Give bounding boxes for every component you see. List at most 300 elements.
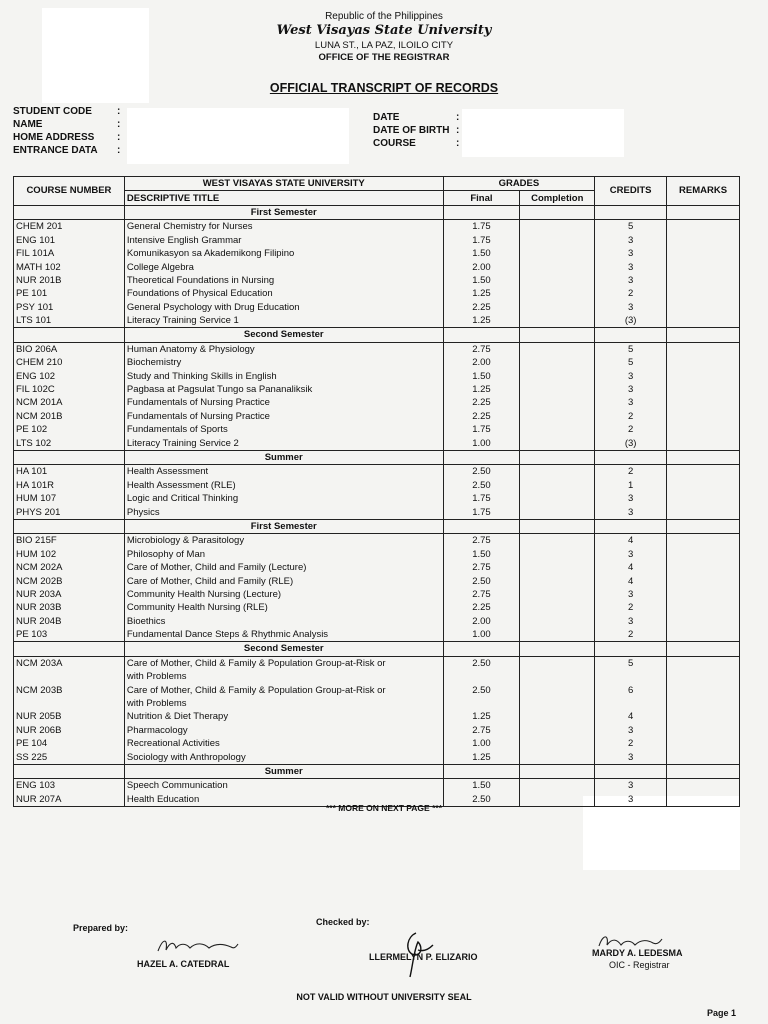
- course-code: MATH 102: [14, 260, 125, 273]
- student-fields-left: [13, 105, 98, 157]
- completion-grade: [520, 465, 595, 479]
- completion-grade: [520, 561, 595, 574]
- office-name: OFFICE OF THE REGISTRAR: [318, 52, 450, 63]
- completion-grade: [520, 779, 595, 793]
- final-grade: 1.25: [443, 287, 520, 300]
- course-code: [14, 697, 125, 710]
- semester-header-row: [14, 205, 740, 219]
- credits: 4: [595, 561, 667, 574]
- course-row: [14, 574, 740, 587]
- colon-column-left: : : : :: [117, 106, 121, 156]
- remarks: [667, 670, 740, 683]
- checked-by-label: Checked by:: [316, 917, 370, 927]
- course-title: Bioethics: [124, 615, 443, 628]
- credits: 3: [595, 615, 667, 628]
- remarks: [667, 396, 740, 409]
- remarks: [667, 574, 740, 587]
- semester-header-cell: [443, 205, 520, 219]
- header-credits: CREDITS: [595, 177, 667, 206]
- remarks: [667, 423, 740, 436]
- course-code: NCM 201B: [14, 410, 125, 423]
- semester-header-cell: [443, 519, 520, 533]
- semester-header-cell: [667, 205, 740, 219]
- course-row: [14, 656, 740, 670]
- completion-grade: [520, 260, 595, 273]
- semester-header-cell: [520, 205, 595, 219]
- course-code: PE 104: [14, 737, 125, 750]
- credits: 3: [595, 396, 667, 409]
- remarks: [667, 779, 740, 793]
- semester-header-spacer: [14, 328, 125, 342]
- remarks: [667, 710, 740, 723]
- course-row: [14, 274, 740, 287]
- semester-header-spacer: [14, 764, 125, 778]
- credits: 3: [595, 383, 667, 396]
- completion-grade: [520, 234, 595, 247]
- completion-grade: [520, 683, 595, 696]
- completion-grade: [520, 247, 595, 260]
- prepared-by-name: HAZEL A. CATEDRAL: [137, 959, 230, 969]
- semester-header-spacer: [14, 205, 125, 219]
- credits: 2: [595, 287, 667, 300]
- registrar-name: MARDY A. LEDESMA: [592, 948, 683, 958]
- remarks: [667, 724, 740, 737]
- semester-header-row: [14, 519, 740, 533]
- course-title: Health Education: [124, 793, 443, 807]
- registrar-title: OIC - Registrar: [609, 960, 670, 970]
- credits: (3): [595, 436, 667, 450]
- final-grade: 1.50: [443, 548, 520, 561]
- transcript-table: [13, 176, 740, 807]
- completion-grade: [520, 724, 595, 737]
- completion-grade: [520, 396, 595, 409]
- course-code: NCM 202A: [14, 561, 125, 574]
- course-row: [14, 492, 740, 505]
- semester-header-cell: [520, 764, 595, 778]
- final-grade: 1.25: [443, 314, 520, 328]
- semester-header-cell: [595, 519, 667, 533]
- credits: 2: [595, 423, 667, 436]
- completion-grade: [520, 697, 595, 710]
- field-label-course: COURSE: [373, 138, 416, 149]
- course-code: LTS 102: [14, 436, 125, 450]
- completion-grade: [520, 574, 595, 587]
- course-row: [14, 247, 740, 260]
- credits: 3: [595, 492, 667, 505]
- completion-grade: [520, 479, 595, 492]
- course-row: [14, 479, 740, 492]
- final-grade: 2.50: [443, 656, 520, 670]
- final-grade: 1.00: [443, 628, 520, 642]
- credits: 4: [595, 710, 667, 723]
- final-grade: 2.50: [443, 793, 520, 807]
- credits: 4: [595, 574, 667, 587]
- semester-header-cell: [595, 642, 667, 656]
- course-row: [14, 750, 740, 764]
- more-on-next-page: *** MORE ON NEXT PAGE ***: [325, 803, 443, 813]
- university-address: LUNA ST., LA PAZ, ILOILO CITY: [314, 40, 454, 51]
- credits: 3: [595, 588, 667, 601]
- final-grade: 2.75: [443, 588, 520, 601]
- course-title: Pharmacology: [124, 724, 443, 737]
- course-code: ENG 101: [14, 234, 125, 247]
- final-grade: 1.00: [443, 436, 520, 450]
- credits: 2: [595, 628, 667, 642]
- course-code: PE 101: [14, 287, 125, 300]
- completion-grade: [520, 342, 595, 356]
- completion-grade: [520, 710, 595, 723]
- course-row: [14, 356, 740, 369]
- republic-line: Republic of the Philippines: [325, 11, 443, 22]
- course-title: Biochemistry: [124, 356, 443, 369]
- final-grade: 1.50: [443, 247, 520, 260]
- semester-header-cell: [595, 764, 667, 778]
- semester-header-row: [14, 642, 740, 656]
- course-code: PE 103: [14, 628, 125, 642]
- course-title: Recreational Activities: [124, 737, 443, 750]
- completion-grade: [520, 750, 595, 764]
- course-row: [14, 615, 740, 628]
- credits: 2: [595, 601, 667, 614]
- course-title: Intensive English Grammar: [124, 234, 443, 247]
- remarks: [667, 287, 740, 300]
- final-grade: 2.50: [443, 465, 520, 479]
- course-code: FIL 101A: [14, 247, 125, 260]
- course-title: Study and Thinking Skills in English: [124, 369, 443, 382]
- course-row: [14, 220, 740, 234]
- transcript-body: [14, 205, 740, 806]
- final-grade: 2.25: [443, 301, 520, 314]
- course-title: Speech Communication: [124, 779, 443, 793]
- completion-grade: [520, 356, 595, 369]
- remarks: [667, 534, 740, 548]
- field-label-home-address: HOME ADDRESS: [13, 132, 95, 143]
- remarks: [667, 750, 740, 764]
- semester-title: Second Semester: [124, 642, 443, 656]
- course-row: [14, 724, 740, 737]
- document-title: OFFICIAL TRANSCRIPT OF RECORDS: [269, 81, 499, 95]
- completion-grade: [520, 423, 595, 436]
- course-title: Literacy Training Service 2: [124, 436, 443, 450]
- course-title: Theoretical Foundations in Nursing: [124, 274, 443, 287]
- header-course-number: COURSE NUMBER: [14, 177, 125, 206]
- final-grade: 2.00: [443, 356, 520, 369]
- final-grade: 2.00: [443, 260, 520, 273]
- credits: 3: [595, 234, 667, 247]
- credits: [595, 670, 667, 683]
- semester-title: Second Semester: [124, 328, 443, 342]
- course-code: BIO 215F: [14, 534, 125, 548]
- final-grade: 2.75: [443, 342, 520, 356]
- course-title: Community Health Nursing (RLE): [124, 601, 443, 614]
- credits: 5: [595, 356, 667, 369]
- remarks: [667, 342, 740, 356]
- credits: 4: [595, 534, 667, 548]
- signature-catedral: [155, 934, 240, 958]
- final-grade: 2.25: [443, 396, 520, 409]
- remarks: [667, 697, 740, 710]
- semester-title: First Semester: [124, 519, 443, 533]
- final-grade: 2.00: [443, 615, 520, 628]
- course-row: [14, 465, 740, 479]
- final-grade: 2.25: [443, 601, 520, 614]
- final-grade: 1.75: [443, 505, 520, 519]
- credits: 6: [595, 683, 667, 696]
- final-grade: 2.50: [443, 683, 520, 696]
- course-title: General Psychology with Drug Education: [124, 301, 443, 314]
- checked-by-name: LLERMELYN P. ELIZARIO: [369, 952, 478, 962]
- semester-title: Summer: [124, 450, 443, 464]
- course-title: General Chemistry for Nurses: [124, 220, 443, 234]
- remarks: [667, 220, 740, 234]
- remarks: [667, 505, 740, 519]
- course-row: [14, 588, 740, 601]
- course-title: Community Health Nursing (Lecture): [124, 588, 443, 601]
- final-grade: 1.75: [443, 423, 520, 436]
- course-title: Pagbasa at Pagsulat Tungo sa Pananaliksik: [124, 383, 443, 396]
- course-code: NUR 203A: [14, 588, 125, 601]
- credits: 3: [595, 369, 667, 382]
- credits: 3: [595, 247, 667, 260]
- course-row: [14, 710, 740, 723]
- header-remarks: REMARKS: [667, 177, 740, 206]
- course-title: Health Assessment: [124, 465, 443, 479]
- field-label-student-code: STUDENT CODE: [13, 106, 92, 117]
- course-title: Care of Mother, Child & Family & Population Group-at-Risk or: [124, 656, 443, 670]
- course-title: Sociology with Anthropology: [124, 750, 443, 764]
- course-code: ENG 103: [14, 779, 125, 793]
- course-title: College Algebra: [124, 260, 443, 273]
- course-title: Logic and Critical Thinking: [124, 492, 443, 505]
- completion-grade: [520, 436, 595, 450]
- semester-header-cell: [520, 519, 595, 533]
- field-label-date: DATE: [373, 112, 400, 123]
- remarks: [667, 492, 740, 505]
- course-title: Nutrition & Diet Therapy: [124, 710, 443, 723]
- completion-grade: [520, 301, 595, 314]
- university-name: West Visayas State University: [276, 23, 492, 38]
- course-row: [14, 342, 740, 356]
- remarks: [667, 314, 740, 328]
- course-code: ENG 102: [14, 369, 125, 382]
- remarks: [667, 383, 740, 396]
- semester-header-spacer: [14, 450, 125, 464]
- course-code: NCM 201A: [14, 396, 125, 409]
- final-grade: 1.25: [443, 750, 520, 764]
- course-title: Physics: [124, 505, 443, 519]
- final-grade: [443, 670, 520, 683]
- course-code: HA 101: [14, 465, 125, 479]
- field-label-entrance-data: ENTRANCE DATA: [13, 145, 98, 156]
- completion-grade: [520, 588, 595, 601]
- completion-grade: [520, 383, 595, 396]
- remarks: [667, 588, 740, 601]
- course-code: NUR 205B: [14, 710, 125, 723]
- course-code: NUR 206B: [14, 724, 125, 737]
- remarks: [667, 656, 740, 670]
- page-number: Page 1: [706, 1008, 736, 1018]
- course-title: Microbiology & Parasitology: [124, 534, 443, 548]
- semester-header-cell: [443, 642, 520, 656]
- remarks: [667, 737, 740, 750]
- final-grade: 2.50: [443, 479, 520, 492]
- course-row: [14, 697, 740, 710]
- completion-grade: [520, 628, 595, 642]
- credits: 2: [595, 737, 667, 750]
- final-grade: 1.25: [443, 383, 520, 396]
- final-grade: 2.50: [443, 574, 520, 587]
- credits: 5: [595, 656, 667, 670]
- course-row: [14, 534, 740, 548]
- not-valid-notice: NOT VALID WITHOUT UNIVERSITY SEAL: [296, 992, 472, 1002]
- course-code: NCM 202B: [14, 574, 125, 587]
- final-grade: 2.75: [443, 534, 520, 548]
- semester-title: Summer: [124, 764, 443, 778]
- header-university: WEST VISAYAS STATE UNIVERSITY: [124, 177, 443, 191]
- semester-header-cell: [667, 642, 740, 656]
- semester-header-cell: [667, 764, 740, 778]
- credits: 3: [595, 548, 667, 561]
- course-row: [14, 505, 740, 519]
- credits: 2: [595, 410, 667, 423]
- course-code: CHEM 201: [14, 220, 125, 234]
- credits: 2: [595, 465, 667, 479]
- remarks: [667, 234, 740, 247]
- final-grade: 2.75: [443, 724, 520, 737]
- remarks: [667, 247, 740, 260]
- semester-header-cell: [595, 328, 667, 342]
- course-title: Care of Mother, Child and Family (Lecture): [124, 561, 443, 574]
- course-code: HA 101R: [14, 479, 125, 492]
- semester-header-cell: [667, 519, 740, 533]
- semester-header-cell: [595, 450, 667, 464]
- remarks: [667, 260, 740, 273]
- final-grade: 2.75: [443, 561, 520, 574]
- field-label-name: NAME: [13, 119, 43, 130]
- prepared-by-label: Prepared by:: [73, 923, 129, 933]
- credits: 3: [595, 301, 667, 314]
- remarks: [667, 548, 740, 561]
- credits: 3: [595, 274, 667, 287]
- final-grade: 2.25: [443, 410, 520, 423]
- course-row: [14, 670, 740, 683]
- course-row: [14, 301, 740, 314]
- course-code: [14, 670, 125, 683]
- course-code: NCM 203B: [14, 683, 125, 696]
- completion-grade: [520, 737, 595, 750]
- course-row: [14, 683, 740, 696]
- semester-header-cell: [520, 642, 595, 656]
- credits: 3: [595, 750, 667, 764]
- course-code: FIL 102C: [14, 383, 125, 396]
- final-grade: 1.00: [443, 737, 520, 750]
- course-row: [14, 314, 740, 328]
- course-code: PSY 101: [14, 301, 125, 314]
- header-completion: Completion: [520, 191, 595, 205]
- completion-grade: [520, 220, 595, 234]
- field-label-date-of-birth: DATE OF BIRTH: [373, 125, 450, 136]
- course-title: Fundamental Dance Steps & Rhythmic Analysis: [124, 628, 443, 642]
- course-code: NCM 203A: [14, 656, 125, 670]
- completion-grade: [520, 287, 595, 300]
- semester-header-cell: [520, 450, 595, 464]
- final-grade: 1.50: [443, 369, 520, 382]
- course-row: [14, 287, 740, 300]
- semester-header-cell: [443, 764, 520, 778]
- semester-header-row: [14, 328, 740, 342]
- course-row: [14, 628, 740, 642]
- course-code: LTS 101: [14, 314, 125, 328]
- completion-grade: [520, 410, 595, 423]
- credits: [595, 697, 667, 710]
- completion-grade: [520, 492, 595, 505]
- course-row: [14, 234, 740, 247]
- credits: 3: [595, 724, 667, 737]
- header-grades: GRADES: [443, 177, 595, 191]
- final-grade: 1.75: [443, 492, 520, 505]
- final-grade: 1.75: [443, 234, 520, 247]
- header-final: Final: [443, 191, 520, 205]
- course-title: Care of Mother, Child & Family & Population Group-at-Risk or: [124, 683, 443, 696]
- course-title: with Problems: [124, 670, 443, 683]
- credits: 3: [595, 793, 667, 807]
- course-title: Philosophy of Man: [124, 548, 443, 561]
- semester-title: First Semester: [124, 205, 443, 219]
- credits: 5: [595, 220, 667, 234]
- course-row: [14, 396, 740, 409]
- semester-header-row: [14, 450, 740, 464]
- completion-grade: [520, 615, 595, 628]
- course-title: Fundamentals of Sports: [124, 423, 443, 436]
- semester-header-cell: [667, 328, 740, 342]
- credits: 5: [595, 342, 667, 356]
- course-title: Care of Mother, Child and Family (RLE): [124, 574, 443, 587]
- course-code: PE 102: [14, 423, 125, 436]
- credits: (3): [595, 314, 667, 328]
- course-row: [14, 260, 740, 273]
- completion-grade: [520, 670, 595, 683]
- final-grade: 1.25: [443, 710, 520, 723]
- course-row: [14, 601, 740, 614]
- course-row: [14, 548, 740, 561]
- semester-header-cell: [595, 205, 667, 219]
- header-descriptive-title: DESCRIPTIVE TITLE: [124, 191, 443, 205]
- completion-grade: [520, 314, 595, 328]
- remarks: [667, 410, 740, 423]
- course-code: NUR 203B: [14, 601, 125, 614]
- course-code: NUR 207A: [14, 793, 125, 807]
- course-title: Human Anatomy & Physiology: [124, 342, 443, 356]
- semester-header-cell: [443, 450, 520, 464]
- final-grade: [443, 697, 520, 710]
- remarks: [667, 369, 740, 382]
- credits: 3: [595, 505, 667, 519]
- course-row: [14, 383, 740, 396]
- remarks: [667, 436, 740, 450]
- course-code: NUR 201B: [14, 274, 125, 287]
- course-title: with Problems: [124, 697, 443, 710]
- completion-grade: [520, 601, 595, 614]
- course-code: CHEM 210: [14, 356, 125, 369]
- semester-header-cell: [443, 328, 520, 342]
- course-title: Fundamentals of Nursing Practice: [124, 396, 443, 409]
- final-grade: 1.75: [443, 220, 520, 234]
- completion-grade: [520, 534, 595, 548]
- course-row: [14, 436, 740, 450]
- semester-header-spacer: [14, 519, 125, 533]
- completion-grade: [520, 274, 595, 287]
- colon-column-right: : : :: [456, 112, 460, 149]
